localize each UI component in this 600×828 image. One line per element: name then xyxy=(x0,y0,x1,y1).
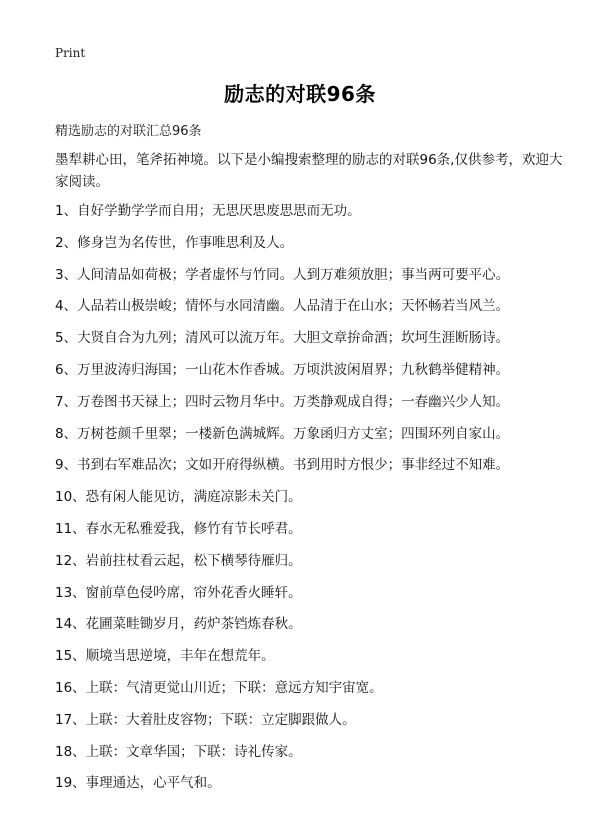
couplet-item: 18、上联：文章华国；下联：诗礼传家。 xyxy=(55,743,302,760)
couplet-item: 2、修身岂为名传世，作事唯思利及人。 xyxy=(55,234,294,251)
print-link[interactable]: Print xyxy=(55,46,86,60)
couplet-item: 12、岩前拄杖看云起，松下横琴待雁归。 xyxy=(55,552,302,569)
couplet-item: 3、人间清品如荷极；学者虚怀与竹同。人到万难须放胆；事当两可要平心。 xyxy=(55,266,510,283)
couplet-list xyxy=(55,196,575,800)
couplet-item: 11、春水无私雅爱我，修竹有节长呼君。 xyxy=(55,520,302,537)
article-subtitle: 精选励志的对联汇总96条 xyxy=(55,124,202,139)
couplet-item: 9、书到右军难品次；文如开府得纵横。书到用时方恨少；事非经过不知难。 xyxy=(55,457,510,474)
couplet-item: 15、顺境当思逆境，丰年在想荒年。 xyxy=(55,648,275,665)
couplet-item: 4、人品若山极崇峻；情怀与水同清幽。人品清于在山水；天怀畅若当风兰。 xyxy=(55,298,510,315)
couplet-item: 5、大贤自合为九列；清风可以流万年。大胆文章拚命酒；坎坷生涯断肠诗。 xyxy=(55,330,510,347)
couplet-item: 10、恐有闲人能见访，满庭凉影未关门。 xyxy=(55,489,302,506)
couplet-item: 6、万里波涛归海国；一山花木作香城。万顷洪波闲眉界；九秋鹤举健精神。 xyxy=(55,361,510,378)
couplet-item: 16、上联：气清更觉山川近；下联：意远方知宇宙宽。 xyxy=(55,679,383,696)
couplet-item: 17、上联：大着肚皮容物；下联：立定脚跟做人。 xyxy=(55,711,356,728)
article-title: 励志的对联96条 xyxy=(224,82,376,106)
couplet-item: 19、事理通达，心平气和。 xyxy=(55,775,221,792)
couplet-item: 7、万卷图书天禄上；四时云物月华中。万类静观成自得；一春幽兴少人知。 xyxy=(55,393,510,410)
couplet-item: 14、花圃菜畦锄岁月，药炉茶铛炼春秋。 xyxy=(55,616,302,633)
couplet-item: 1、自好学勤学学而自用；无思厌思废思思而无功。 xyxy=(55,203,361,219)
couplet-item: 8、万树苍颜千里翠；一楼新色满城辉。万象函归方丈室；四围环列自家山。 xyxy=(55,425,510,442)
article-intro: 墨犁耕心田，笔斧拓神境。以下是小编搜索整理的励志的对联96条,仅供参考，欢迎大家阅读。 xyxy=(55,152,563,190)
couplet-item: 13、窗前草色侵吟席，帘外花香火睡轩。 xyxy=(55,584,302,601)
